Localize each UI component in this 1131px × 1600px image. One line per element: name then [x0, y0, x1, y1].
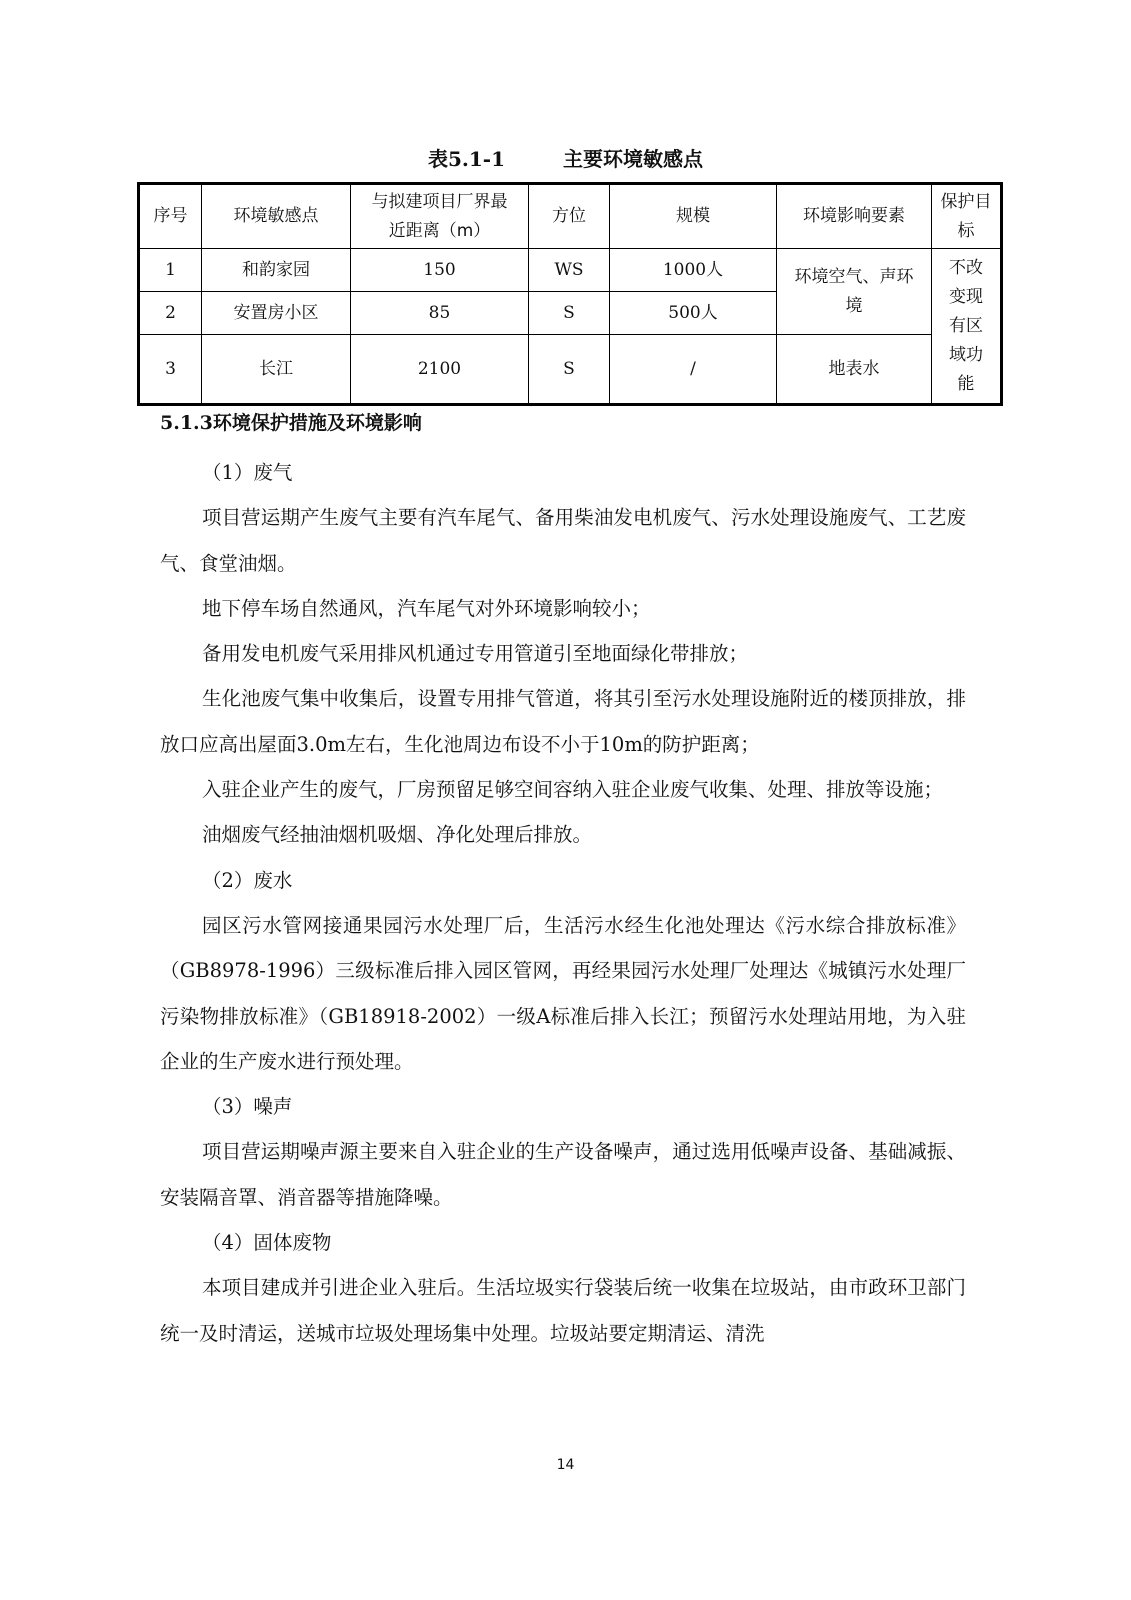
cell-point: 和韵家园	[202, 249, 351, 292]
paragraph: 本项目建成并引进企业入驻后。生活垃圾实行袋装后统一收集在垃圾站，由市政环卫部门统一及时清运，送城市垃圾处理场集中处理。垃圾站要定期清运、清洗	[160, 1276, 966, 1345]
cell-no: 2	[139, 292, 202, 335]
page-number: 14	[556, 1457, 575, 1473]
header-distance: 与拟建项目厂界最近距离（m）	[351, 184, 529, 249]
paragraph: 入驻企业产生的废气，厂房预留足够空间容纳入驻企业废气收集、处理、排放等设施；	[202, 778, 944, 802]
cell-no: 1	[139, 249, 202, 292]
cell-distance: 2100	[351, 335, 529, 405]
subheading-noise: （3）噪声	[202, 1095, 293, 1119]
environment-sensitive-points-table	[137, 182, 1003, 406]
cell-distance: 150	[351, 249, 529, 292]
cell-direction: S	[529, 335, 610, 405]
header-direction: 方位	[529, 184, 610, 249]
paragraph: 项目营运期噪声源主要来自入驻企业的生产设备噪声，通过选用低噪声设备、基础减振、安装隔音罩、消音器等措施降噪。	[160, 1140, 966, 1209]
paragraph: 备用发电机废气采用排风机通过专用管道引至地面绿化带排放；	[202, 642, 749, 666]
paragraph: 生化池废气集中收集后，设置专用排气管道，将其引至污水处理设施附近的楼顶排放，排放口应高出屋面3.0m左右，生化池周边布设不小于10m的防护距离；	[160, 687, 966, 756]
subheading-solid-waste: （4）固体废物	[202, 1231, 332, 1255]
subheading-wastewater: （2）废水	[202, 868, 293, 892]
paragraph: 地下停车场自然通风，汽车尾气对外环境影响较小；	[202, 596, 651, 620]
header-impact-factor: 环境影响要素	[777, 184, 932, 249]
cell-distance: 85	[351, 292, 529, 335]
paragraph: 油烟废气经抽油烟机吸烟、净化处理后排放。	[202, 823, 593, 847]
table-row	[139, 249, 1002, 292]
cell-direction: S	[529, 292, 610, 335]
header-scale: 规模	[610, 184, 777, 249]
section-heading: 5.1.3环境保护措施及环境影响	[160, 412, 422, 434]
cell-scale: 500人	[610, 292, 777, 335]
table-row	[139, 335, 1002, 405]
cell-point: 安置房小区	[202, 292, 351, 335]
table-caption-title: 主要环境敏感点	[563, 147, 703, 171]
header-protection-target: 保护目标	[932, 184, 1002, 249]
header-no: 序号	[139, 184, 202, 249]
cell-scale: 1000人	[610, 249, 777, 292]
table-header-row	[139, 184, 1002, 249]
table-caption	[0, 143, 1131, 172]
body-text	[160, 450, 966, 1356]
paragraph: 项目营运期产生废气主要有汽车尾气、备用柴油发电机废气、污水处理设施废气、工艺废气、食堂油烟。	[160, 506, 966, 575]
cell-point: 长江	[202, 335, 351, 405]
cell-scale: /	[610, 335, 777, 405]
header-sensitive-point: 环境敏感点	[202, 184, 351, 249]
table-caption-number: 表5.1-1	[427, 147, 505, 171]
cell-no: 3	[139, 335, 202, 405]
cell-protection-target: 不改变现有区域功能	[932, 249, 1002, 405]
cell-impact-surface-water: 地表水	[777, 335, 932, 405]
subheading-waste-gas: （1）废气	[202, 461, 293, 484]
cell-impact-air-noise: 环境空气、声环境	[777, 249, 932, 335]
paragraph: 园区污水管网接通果园污水处理厂后，生活污水经生化池处理达《污水综合排放标准》（GB8978-1996）三级标准后排入园区管网，再经果园污水处理厂处理达《城镇污水处理厂污染物排放标准》（GB18918-2002）一级A标准后排入长江；预留污水处理站用地，为入驻企业的生产废水进行预处理。	[160, 913, 966, 1073]
cell-direction: WS	[529, 249, 610, 292]
